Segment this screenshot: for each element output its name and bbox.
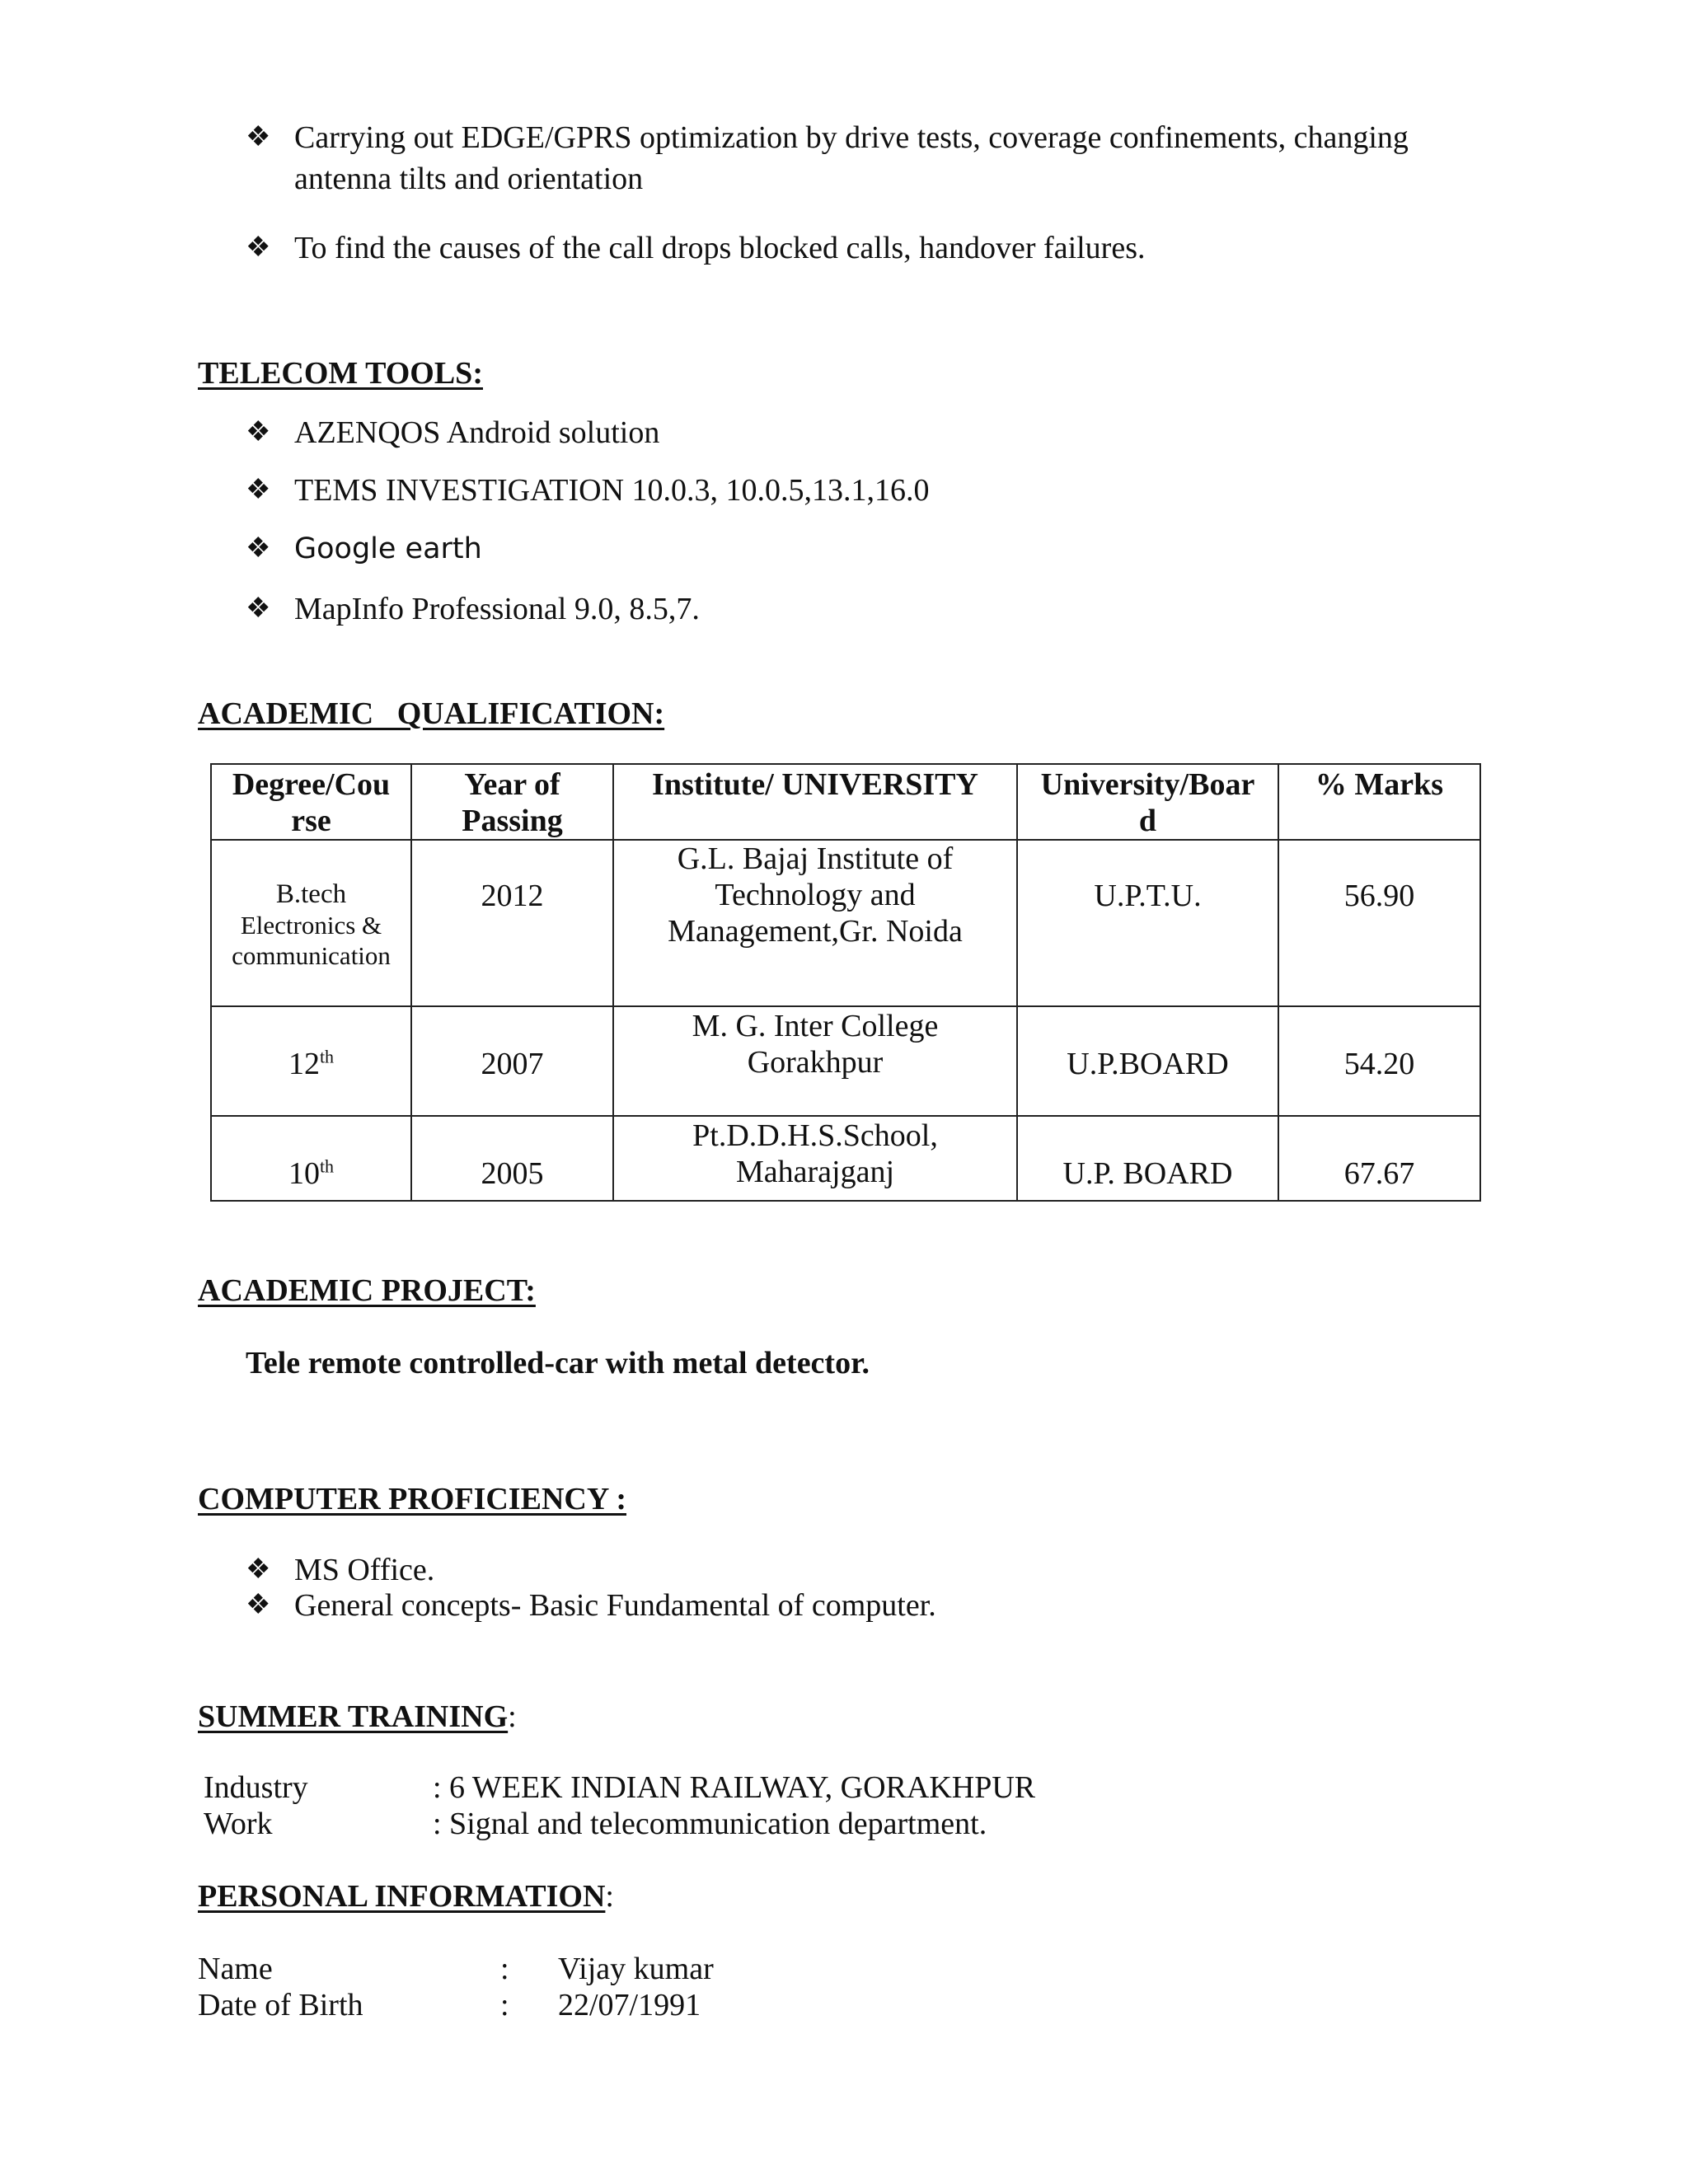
cell-institute (613, 840, 1017, 1006)
cell-marks: 56.90 (1278, 840, 1480, 1006)
cell-degree (211, 1116, 411, 1201)
name-separator: : (500, 1952, 509, 1986)
industry-label: Industry (204, 1770, 308, 1805)
table-row (211, 840, 1480, 1006)
diamond-bullet-icon: ❖ (246, 593, 271, 624)
cell-board: U.P.T.U. (1017, 840, 1278, 1006)
proficiency-item: General concepts- Basic Fundamental of computer. (294, 1588, 936, 1623)
academic-qualification-table (210, 763, 1481, 1202)
degree-superscript: th (319, 1155, 335, 1177)
telecom-tools-heading: TELECOM TOOLS: (198, 356, 483, 391)
header-year-line2: Passing (462, 804, 563, 838)
table-row (211, 1116, 1480, 1201)
summer-training-colon: : (508, 1699, 517, 1734)
dob-value: 22/07/1991 (558, 1988, 701, 2022)
name-label: Name (198, 1952, 273, 1986)
institute-line: Maharajganj (735, 1155, 895, 1189)
degree-superscript: th (319, 1046, 335, 1067)
header-board (1017, 764, 1278, 840)
personal-information-colon: : (605, 1879, 614, 1914)
degree-line: Electronics & (240, 911, 382, 940)
tool-item: Google earth (294, 532, 482, 565)
cell-board: U.P. BOARD (1017, 1116, 1278, 1201)
header-degree (211, 764, 411, 840)
cell-year: 2007 (411, 1006, 613, 1116)
cell-degree (211, 1006, 411, 1116)
header-degree-line1: Degree/Cou (232, 767, 391, 802)
cell-marks: 67.67 (1278, 1116, 1480, 1201)
cell-year: 2005 (411, 1116, 613, 1201)
academic-project-title: Tele remote controlled-car with metal detector. (246, 1346, 870, 1380)
proficiency-item: MS Office. (294, 1553, 435, 1587)
cell-degree (211, 840, 411, 1006)
degree-text: 12 (288, 1047, 320, 1081)
header-board-line2: d (1138, 804, 1157, 838)
tool-item: MapInfo Professional 9.0, 8.5,7. (294, 592, 700, 626)
academic-qualification-heading: ACADEMIC QUALIFICATION: (198, 696, 665, 731)
degree-line: communication (232, 941, 391, 970)
intro-bullet-2-text: To find the causes of the call drops blocked calls, handover failures. (294, 231, 1146, 265)
diamond-bullet-icon: ❖ (246, 232, 271, 263)
computer-proficiency-heading: COMPUTER PROFICIENCY : (198, 1482, 627, 1516)
header-year (411, 764, 613, 840)
degree-text: 10 (288, 1156, 320, 1191)
cell-institute (613, 1116, 1017, 1201)
personal-information-heading: PERSONAL INFORMATION (198, 1879, 606, 1914)
header-marks: % Marks (1278, 764, 1480, 840)
header-institute: Institute/ UNIVERSITY (613, 764, 1017, 840)
institute-line: Gorakhpur (747, 1045, 884, 1080)
intro-bullet-1-line1: Carrying out EDGE/GPRS optimization by drive tests, coverage confinements, changing (294, 120, 1409, 155)
institute-line: Management,Gr. Noida (668, 914, 963, 949)
cell-institute (613, 1006, 1017, 1116)
table-header-row (211, 764, 1480, 840)
header-year-line1: Year of (464, 767, 560, 802)
institute-line: Pt.D.D.H.S.School, (692, 1118, 938, 1153)
summer-training-heading: SUMMER TRAINING (198, 1699, 509, 1734)
diamond-bullet-icon: ❖ (246, 1554, 271, 1585)
diamond-bullet-icon: ❖ (246, 1590, 271, 1620)
summer-training-heading-wrap (198, 1698, 517, 1736)
table-row (211, 1006, 1480, 1116)
diamond-bullet-icon: ❖ (246, 475, 271, 505)
work-label: Work (204, 1807, 273, 1841)
tool-item: TEMS INVESTIGATION 10.0.3, 10.0.5,13.1,16.0 (294, 473, 930, 508)
header-degree-line2: rse (291, 804, 331, 838)
institute-line: Technology and (715, 878, 916, 912)
institute-line: M. G. Inter College (692, 1009, 939, 1043)
personal-information-heading-wrap (198, 1877, 614, 1915)
degree-line: B.tech (275, 879, 347, 909)
academic-project-heading: ACADEMIC PROJECT: (198, 1273, 536, 1308)
tool-item: AZENQOS Android solution (294, 415, 660, 450)
dob-separator: : (500, 1988, 509, 2022)
institute-line: G.L. Bajaj Institute of (677, 841, 954, 876)
diamond-bullet-icon: ❖ (246, 533, 271, 564)
intro-bullet-1-line2: antenna tilts and orientation (294, 162, 644, 196)
header-board-line1: University/Boar (1040, 767, 1255, 802)
name-value: Vijay kumar (558, 1952, 714, 1986)
dob-label: Date of Birth (198, 1988, 363, 2022)
work-value: : Signal and telecommunication department. (433, 1807, 987, 1841)
diamond-bullet-icon: ❖ (246, 417, 271, 448)
diamond-bullet-icon: ❖ (246, 122, 271, 152)
cell-board: U.P.BOARD (1017, 1006, 1278, 1116)
cell-marks: 54.20 (1278, 1006, 1480, 1116)
cell-year: 2012 (411, 840, 613, 1006)
industry-value: : 6 WEEK INDIAN RAILWAY, GORAKHPUR (433, 1770, 1036, 1805)
